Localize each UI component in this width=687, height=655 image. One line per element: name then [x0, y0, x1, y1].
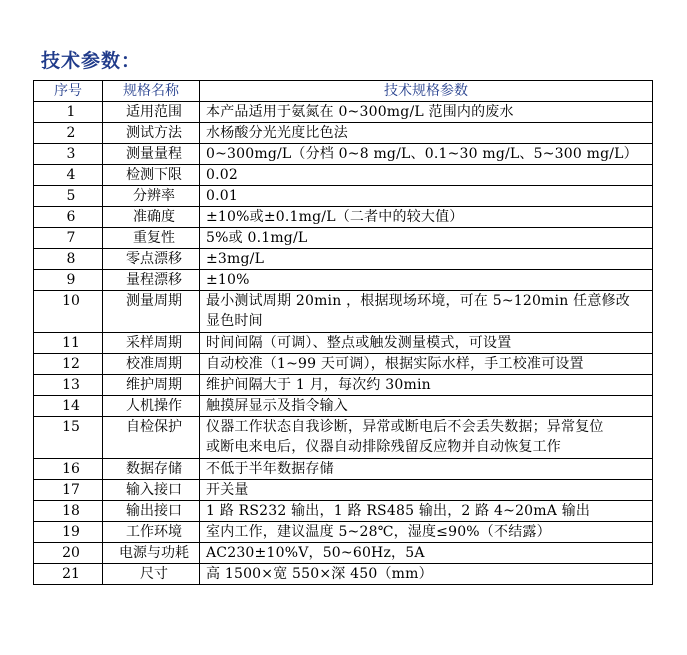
row-no: 4 — [34, 165, 103, 186]
row-value: 触摸屏显示及指令输入 — [200, 396, 653, 417]
row-value: 0.01 — [200, 186, 653, 207]
table-row — [34, 144, 653, 165]
header-name: 规格名称 — [103, 81, 200, 102]
row-value: ±10% — [200, 270, 653, 291]
row-name: 校准周期 — [103, 354, 200, 375]
row-no: 5 — [34, 186, 103, 207]
row-name: 维护周期 — [103, 375, 200, 396]
table-row — [34, 543, 653, 564]
table-row — [34, 375, 653, 396]
table-row — [34, 291, 653, 333]
row-no: 11 — [34, 333, 103, 354]
row-value: 1 路 RS232 输出，1 路 RS485 输出，2 路 4~20mA 输出 — [200, 501, 653, 522]
row-no: 16 — [34, 459, 103, 480]
row-name: 适用范围 — [103, 102, 200, 123]
row-no: 21 — [34, 564, 103, 585]
row-value — [200, 417, 653, 459]
table-row — [34, 459, 653, 480]
row-name: 检测下限 — [103, 165, 200, 186]
table-header-row — [34, 81, 653, 102]
row-name: 测量周期 — [103, 291, 200, 333]
row-no: 7 — [34, 228, 103, 249]
table-row — [34, 228, 653, 249]
row-no: 14 — [34, 396, 103, 417]
row-name: 自检保护 — [103, 417, 200, 459]
row-value-line1: 仪器工作状态自我诊断，异常或断电后不会丢失数据；异常复位 — [206, 419, 604, 435]
row-name: 分辨率 — [103, 186, 200, 207]
row-value: 室内工作，建议温度 5~28℃，湿度≤90%（不结露） — [200, 522, 653, 543]
section-title: 技术参数： — [41, 50, 142, 72]
row-value: 开关量 — [200, 480, 653, 501]
row-no: 1 — [34, 102, 103, 123]
header-value: 技术规格参数 — [200, 81, 653, 102]
row-no: 10 — [34, 291, 103, 333]
row-name: 准确度 — [103, 207, 200, 228]
table-row — [34, 354, 653, 375]
table-row — [34, 123, 653, 144]
table-row — [34, 480, 653, 501]
table-row — [34, 249, 653, 270]
row-no: 2 — [34, 123, 103, 144]
row-value: 维护间隔大于 1 月，每次约 30min — [200, 375, 653, 396]
row-value-line1: 最小测试周期 20min ，根据现场环境，可在 5~120min 任意修改 — [206, 293, 630, 309]
row-value: ±3mg/L — [200, 249, 653, 270]
row-name: 输入接口 — [103, 480, 200, 501]
table-row — [34, 102, 653, 123]
row-value: 自动校准（1~99 天可调），根据实际水样，手工校准可设置 — [200, 354, 653, 375]
table-row — [34, 186, 653, 207]
row-value: 5%或 0.1mg/L — [200, 228, 653, 249]
table-row — [34, 564, 653, 585]
row-value-line2: 显色时间 — [206, 313, 263, 329]
row-value: ±10%或±0.1mg/L（二者中的较大值） — [200, 207, 653, 228]
row-value: 时间间隔（可调）、整点或触发测量模式，可设置 — [200, 333, 653, 354]
row-name: 重复性 — [103, 228, 200, 249]
row-value — [200, 291, 653, 333]
row-value: AC230±10%V，50~60Hz，5A — [200, 543, 653, 564]
row-value: 本产品适用于氨氮在 0~300mg/L 范围内的废水 — [200, 102, 653, 123]
table-row — [34, 165, 653, 186]
row-no: 12 — [34, 354, 103, 375]
row-value: 水杨酸分光光度比色法 — [200, 123, 653, 144]
header-no: 序号 — [34, 81, 103, 102]
row-name: 采样周期 — [103, 333, 200, 354]
row-no: 9 — [34, 270, 103, 291]
row-name: 电源与功耗 — [103, 543, 200, 564]
row-no: 19 — [34, 522, 103, 543]
row-no: 18 — [34, 501, 103, 522]
table-row — [34, 522, 653, 543]
table-row — [34, 333, 653, 354]
table-row — [34, 501, 653, 522]
row-name: 数据存储 — [103, 459, 200, 480]
row-name: 量程漂移 — [103, 270, 200, 291]
row-no: 8 — [34, 249, 103, 270]
row-value: 不低于半年数据存储 — [200, 459, 653, 480]
row-name: 测量量程 — [103, 144, 200, 165]
row-value: 高 1500×宽 550×深 450（mm） — [200, 564, 653, 585]
row-no: 13 — [34, 375, 103, 396]
row-name: 人机操作 — [103, 396, 200, 417]
spec-table — [33, 80, 653, 585]
table-row — [34, 270, 653, 291]
row-no: 6 — [34, 207, 103, 228]
row-no: 15 — [34, 417, 103, 459]
row-name: 尺寸 — [103, 564, 200, 585]
table-row — [34, 417, 653, 459]
row-no: 20 — [34, 543, 103, 564]
row-value-line2: 或断电来电后，仪器自动排除残留反应物并自动恢复工作 — [206, 439, 561, 455]
row-name: 测试方法 — [103, 123, 200, 144]
row-name: 输出接口 — [103, 501, 200, 522]
row-no: 3 — [34, 144, 103, 165]
row-value: 0~300mg/L（分档 0~8 mg/L、0.1~30 mg/L、5~300 mg/L） — [200, 144, 653, 165]
row-name: 工作环境 — [103, 522, 200, 543]
row-name: 零点漂移 — [103, 249, 200, 270]
row-no: 17 — [34, 480, 103, 501]
table-row — [34, 207, 653, 228]
table-row — [34, 396, 653, 417]
row-value: 0.02 — [200, 165, 653, 186]
